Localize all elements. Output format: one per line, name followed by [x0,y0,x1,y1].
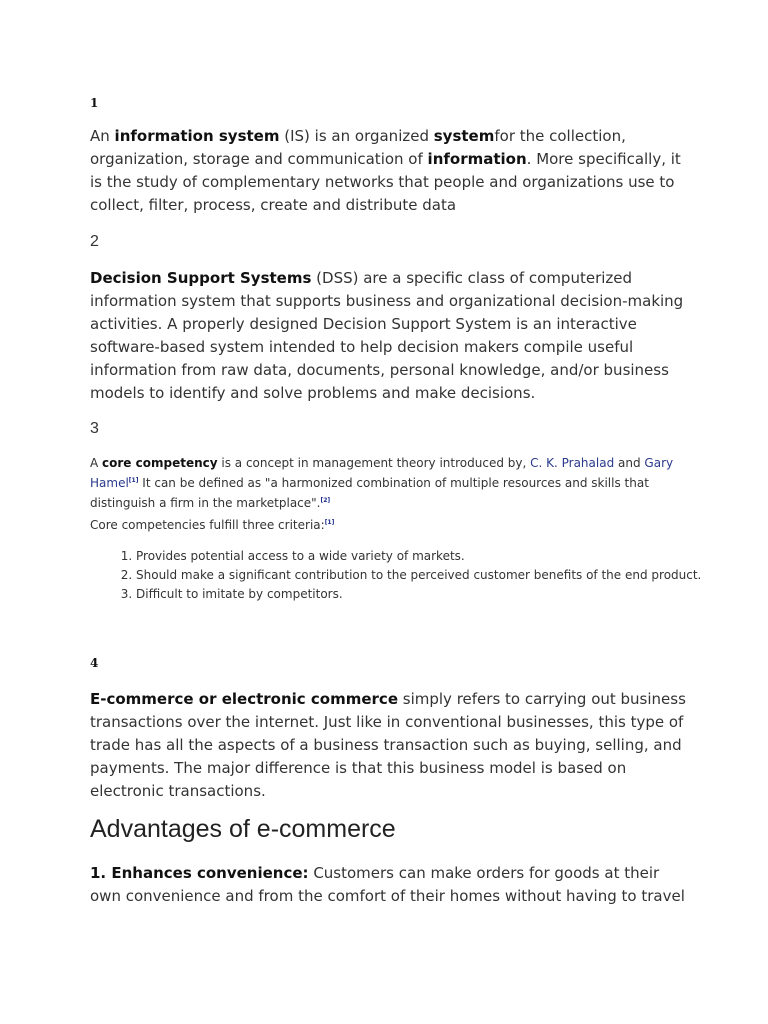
text-run: . More specifically, it is the study of complementary networks that people and organizations use to collect, filter, process, create and distribute data [90,150,681,214]
list-item: 1. Provides potential access to a wide variety of markets. [136,548,706,565]
text-run: is a concept in management theory introduced by, [217,456,531,470]
text-run: and [614,456,645,470]
advantages-heading: Advantages of e-commerce [90,815,396,843]
ecommerce-paragraph [90,688,690,803]
term-decision-support-systems: Decision Support Systems [90,269,312,287]
link-gary-hamel[interactable]: Gary Hamel [90,456,674,490]
section-number-4: 4 [90,656,99,670]
section-number-3: 3 [90,420,99,437]
term-core-competency: core competency [102,456,218,470]
text-run: Customers can make orders for goods at their own convenience and from the comfort of their homes without having to travel [90,864,685,905]
criteria-list [114,548,706,605]
core-competency-paragraph [90,455,690,512]
text-run: (IS) is an organized [279,127,434,145]
advantage-label: 1. Enhances convenience: [90,864,309,882]
text-run: (DSS) are a specific class of computerized information system that supports business and organizational decision-making activities. A properly designed Decision Support System is an interactive software-based system intended to help decision makers compile useful information from raw data, documents, personal knowledge, and/or business models to identify and solve problems and make decisions. [90,269,684,402]
link-ck-prahalad[interactable]: C. K. Prahalad [530,456,615,470]
information-system-paragraph [90,125,690,217]
text-run: A [90,456,103,470]
citation-ref[interactable]: [1] [324,519,335,526]
list-item: 2. Should make a significant contribution to the perceived customer benefits of the end product. [136,567,706,584]
text-run: It can be defined as "a harmonized combination of multiple resources and skills that distinguish a firm in the marketplace". [90,476,649,510]
dss-paragraph [90,267,690,405]
section-number-2: 2 [90,233,99,250]
advantage-1-paragraph [90,862,690,908]
text-run: simply refers to carrying out business transactions over the internet. Just like in conventional businesses, this type of trade has all the aspects of a business transaction such as buying, selling, and payments. The major difference is that this business model is based on electronic transactions. [90,690,686,800]
term-system: system [433,127,495,145]
section-number-1: 1 [90,96,99,110]
list-item: 3. Difficult to imitate by competitors. [136,586,706,603]
term-information-system: information system [114,127,280,145]
term-ecommerce: E-commerce or electronic commerce [90,690,398,708]
citation-ref[interactable]: [1] [128,477,139,484]
term-information: information [427,150,527,168]
text-run: An [90,127,115,145]
text-run: Core competencies fulfill three criteria: [90,518,325,532]
criteria-intro [90,514,690,534]
text-run: for the collection, organization, storage and communication of [90,127,626,168]
citation-ref[interactable]: [2] [320,497,331,504]
